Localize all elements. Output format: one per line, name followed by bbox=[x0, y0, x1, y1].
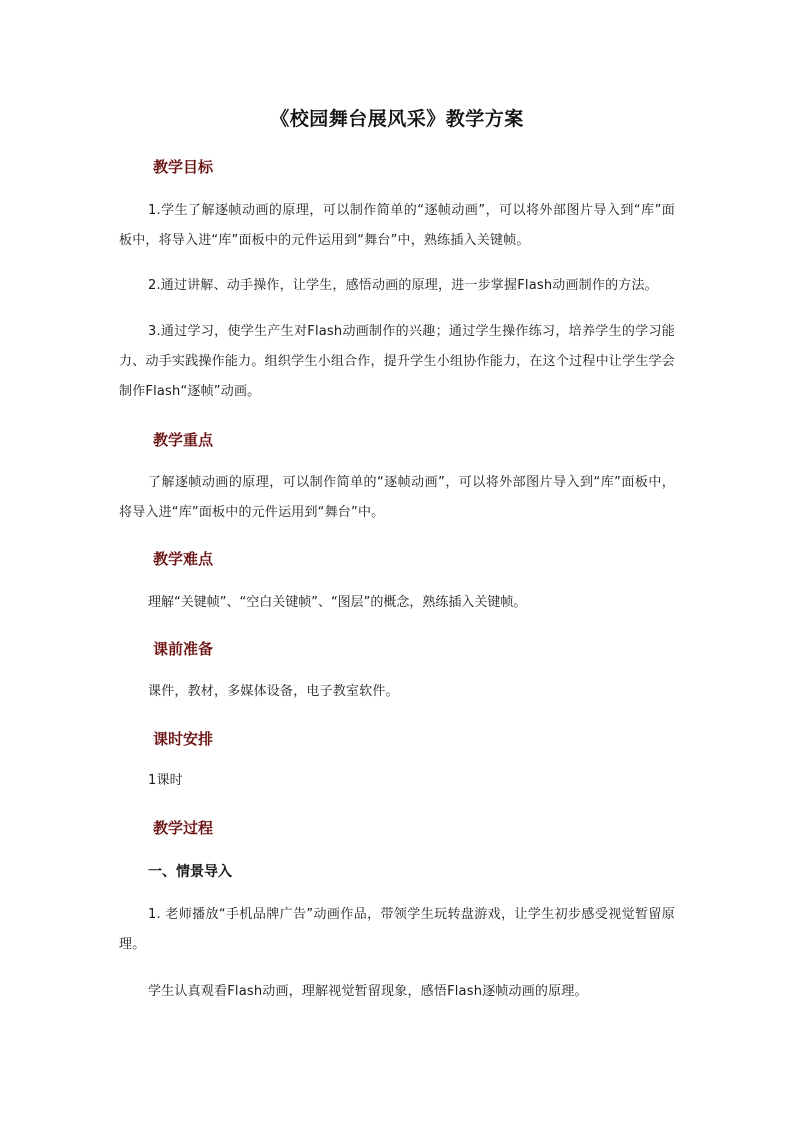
process-item-1: 1. 老师播放“手机品牌广告”动画作品，带领学生玩转盘游戏，让学生初步感受视觉暂留原理。 bbox=[119, 907, 675, 952]
difficulties-text: 理解“关键帧”、“空白关键帧”、“图层”的概念，熟练插入关键帧。 bbox=[148, 595, 527, 610]
schedule-text: 1课时 bbox=[148, 773, 183, 788]
objective-item-2: 2.通过讲解、动手操作，让学生，感悟动画的原理，进一步掌握Flash动画制作的方法。 bbox=[148, 278, 658, 293]
process-heading: 教学过程 bbox=[153, 819, 214, 837]
preparation-heading: 课前准备 bbox=[153, 640, 214, 658]
difficulties-heading: 教学难点 bbox=[153, 550, 214, 568]
process-item-2: 学生认真观看Flash动画，理解视觉暂留现象，感悟Flash逐帧动画的原理。 bbox=[148, 984, 588, 999]
objective-item-3: 3.通过学习，使学生产生对Flash动画制作的兴趣；通过学生操作练习，培养学生的学习能力、动手实践操作能力。组织学生小组合作，提升学生小组协作能力，在这个过程中让学生学会制作Flash“逐帧”动画。 bbox=[119, 324, 675, 399]
document-page bbox=[119, 0, 675, 1123]
document-title: 《校园舞台展风采》教学方案 bbox=[270, 108, 524, 130]
schedule-heading: 课时安排 bbox=[153, 730, 214, 748]
objective-item-1: 1.学生了解逐帧动画的原理，可以制作简单的“逐帧动画”，可以将外部图片导入到“库”面板中，将导入进“库”面板中的元件运用到“舞台”中，熟练插入关键帧。 bbox=[119, 203, 675, 248]
preparation-text: 课件，教材，多媒体设备，电子教室软件。 bbox=[148, 684, 399, 699]
process-subsection-1-heading: 一、情景导入 bbox=[148, 864, 232, 880]
key-points-heading: 教学重点 bbox=[153, 431, 214, 449]
key-points-text: 了解逐帧动画的原理，可以制作简单的“逐帧动画”，可以将外部图片导入到“库”面板中，将导入进“库”面板中的元件运用到“舞台”中。 bbox=[119, 475, 675, 520]
objectives-heading: 教学目标 bbox=[153, 158, 214, 176]
